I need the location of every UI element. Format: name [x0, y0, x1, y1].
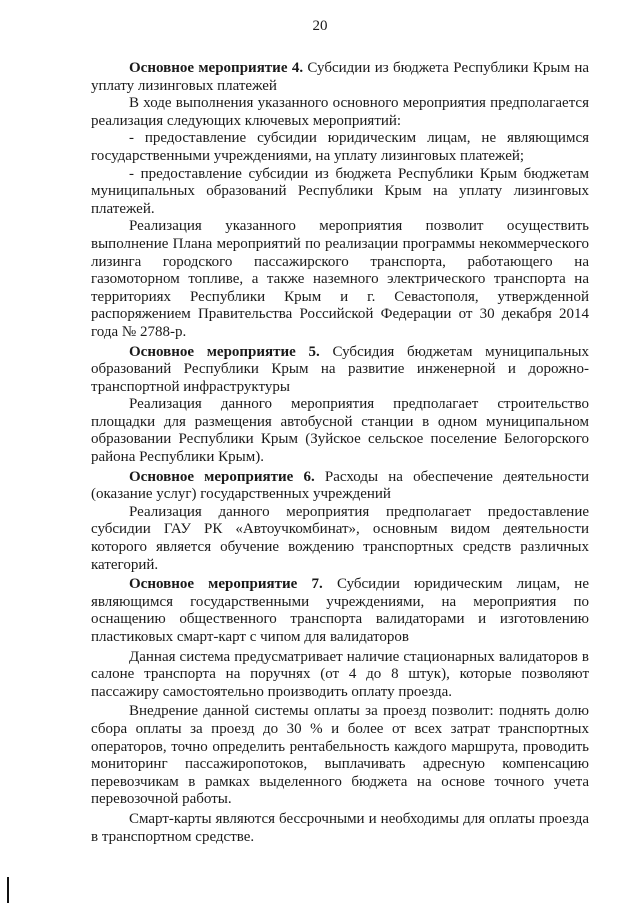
paragraph-activity-5	[91, 344, 589, 397]
paragraph-text: Смарт-карты являются бессрочными и необходимы для оплаты проезда в транспортном средстве.	[91, 810, 589, 845]
paragraph-activity-7	[91, 576, 589, 646]
paragraph	[91, 95, 589, 130]
paragraph-text: Данная система предусматривает наличие стационарных валидаторов в салоне транспорта на поручнях (от 4 до 8 штук), которые позволяют пассажиру самостоятельно производить оплату проезда.	[91, 648, 589, 700]
activity-6-title: Расходы на обеспечение деятельности (оказание услуг) государственных учреждений	[91, 468, 590, 503]
activity-6-heading: Основное мероприятие 6.	[129, 468, 315, 485]
scan-edge-mark	[7, 877, 9, 903]
document-body	[91, 60, 589, 846]
paragraph	[91, 504, 589, 574]
paragraph-text: Реализация данного мероприятия предполагает строительство площадки для размещения автобусной станции в одном муниципальном образовании Республики Крым (Зуйское сельское поселение Белогорского района Республики Крым).	[91, 396, 589, 466]
paragraph-text: Внедрение данной системы оплаты за проезд позволит: поднять долю сбора оплаты за проезд до 30 % и более от всех затрат транспортных операторов, точно определить рентабельность каждого маршрута, проводить мониторинг пассажиропотоков, выплачивать адресную компенсацию перевозчикам в рамках выделенного бюджета на основе точного учета перевозочной работы.	[91, 703, 589, 808]
paragraph-text: Реализация данного мероприятия предполагает предоставление субсидии ГАУ РК «Автоучкомбинат», основным видом деятельности которого является обучение вождению транспортных средств различных категорий.	[91, 503, 589, 573]
paragraph	[91, 811, 589, 846]
activity-4-heading: Основное мероприятие 4.	[129, 60, 304, 76]
paragraph	[91, 649, 589, 702]
activity-4-title: Субсидии из бюджета Республики Крым на уплату лизинговых платежей	[91, 60, 590, 94]
paragraph-activity-4	[91, 60, 589, 95]
list-item-text: - предоставление субсидии юридическим лицам, не являющимся государственными учреждениями, на уплату лизинговых платежей;	[91, 130, 589, 164]
paragraph-text: В ходе выполнения указанного основного мероприятия предполагается реализация следующих ключевых мероприятий:	[91, 95, 589, 129]
paragraph-activity-6	[91, 469, 589, 504]
paragraph	[91, 218, 589, 341]
page-number: 20	[312, 18, 328, 34]
list-item-text: - предоставление субсидии из бюджета Республики Крым бюджетам муниципальных образований Республики Крым на уплату лизинговых платежей.	[91, 165, 589, 217]
list-item	[91, 166, 589, 219]
paragraph-text: Реализация указанного мероприятия позволит осуществить выполнение Плана мероприятий по реализации программы некоммерческого лизинга городского пассажирского транспорта, работающего на газомоторном топливе, а также наземного электрического транспорта на территориях Республики Крым и г. Севастополя, утвержденной распоряжением Правительства Российской Федерации от 30 декабря 2014 года № 2788-р.	[91, 218, 589, 340]
activity-7-title: Субсидии юридическим лицам, не являющимся государственными учреждениями, на мероприятия по оснащению общественного транспорта валидаторами и изготовлению пластиковых смарт-карт с чипом для валидаторов	[91, 576, 589, 645]
activity-5-title: Субсидия бюджетам муниципальных образований Республики Крым на развитие инженерной и дорожно-транспортной инфраструктуры	[91, 343, 589, 395]
paragraph	[91, 703, 589, 809]
list-item	[91, 130, 589, 165]
activity-5-heading: Основное мероприятие 5.	[129, 343, 320, 360]
activity-7-heading: Основное мероприятие 7.	[129, 576, 323, 593]
paragraph	[91, 396, 589, 466]
